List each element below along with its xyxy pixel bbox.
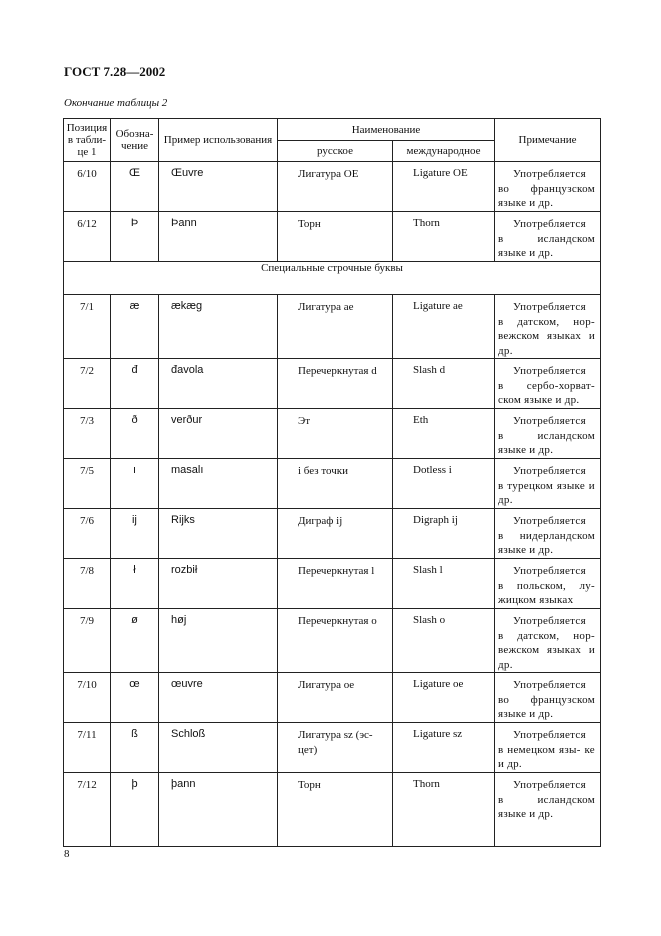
cell-russian-name: Лигатура sz (эс- цет) bbox=[278, 723, 393, 773]
cell-note bbox=[495, 509, 601, 559]
table-row bbox=[64, 459, 601, 509]
cell-international-name: Ligature sz bbox=[393, 723, 495, 773]
header-name: Наименование bbox=[278, 119, 495, 141]
cell-example: ækæg bbox=[159, 295, 278, 359]
note-line-rest: в исландском языке и др. bbox=[498, 232, 595, 259]
header-position: Позиция в табли- це 1 bbox=[64, 119, 111, 162]
note-line-first: Употребляется bbox=[513, 168, 586, 180]
header-note: Примечание bbox=[495, 119, 601, 162]
cell-example: masalı bbox=[159, 459, 278, 509]
cell-russian-name: Перечеркнутая o bbox=[278, 609, 393, 673]
cell-position: 7/5 bbox=[64, 459, 111, 509]
note-line-rest: в польском, лу- жицком языках bbox=[498, 579, 595, 606]
note-line-first: Употребляется bbox=[513, 779, 586, 791]
table-row bbox=[64, 609, 601, 673]
table-row bbox=[64, 773, 601, 847]
cell-note bbox=[495, 162, 601, 212]
cell-international-name: Slash d bbox=[393, 359, 495, 409]
table-row bbox=[64, 723, 601, 773]
note-line-rest: в сербо-хорват- ском языке и др. bbox=[498, 379, 595, 406]
cell-note bbox=[495, 723, 601, 773]
cell-symbol: ß bbox=[111, 723, 159, 773]
cell-russian-name: Лигатура oe bbox=[278, 673, 393, 723]
note-line-rest: во французском языке и др. bbox=[498, 693, 595, 720]
note-line-first: Употребляется bbox=[513, 565, 586, 577]
note-line-first: Употребляется bbox=[513, 365, 586, 377]
cell-example: høj bbox=[159, 609, 278, 673]
page-number: 8 bbox=[64, 848, 70, 860]
cell-position: 7/9 bbox=[64, 609, 111, 673]
cell-symbol: ı bbox=[111, 459, 159, 509]
table-caption: Окончание таблицы 2 bbox=[64, 97, 168, 109]
note-line-first: Употребляется bbox=[513, 679, 586, 691]
note-line-rest: в датском, нор- вежском языках и др. bbox=[498, 315, 595, 357]
cell-position: 7/6 bbox=[64, 509, 111, 559]
cell-symbol: æ bbox=[111, 295, 159, 359]
table-body-bottom bbox=[64, 295, 601, 847]
cell-position: 7/12 bbox=[64, 773, 111, 847]
note-line-rest: в турецком языке и др. bbox=[498, 479, 595, 506]
cell-example: verður bbox=[159, 409, 278, 459]
cell-international-name: Ligature oe bbox=[393, 673, 495, 723]
cell-symbol: ð bbox=[111, 409, 159, 459]
cell-position: 7/1 bbox=[64, 295, 111, 359]
cell-international-name: Eth bbox=[393, 409, 495, 459]
cell-russian-name: Перечеркнутая l bbox=[278, 559, 393, 609]
header-example: Пример использования bbox=[159, 119, 278, 162]
cell-note bbox=[495, 359, 601, 409]
note-line-first: Употребляется bbox=[513, 301, 586, 313]
cell-international-name: Slash l bbox=[393, 559, 495, 609]
cell-international-name: Thorn bbox=[393, 212, 495, 262]
cell-note bbox=[495, 295, 601, 359]
table-row bbox=[64, 212, 601, 262]
cell-note bbox=[495, 673, 601, 723]
cell-russian-name: і без точки bbox=[278, 459, 393, 509]
cell-note bbox=[495, 773, 601, 847]
table-row bbox=[64, 409, 601, 459]
cell-symbol: Þ bbox=[111, 212, 159, 262]
table-row bbox=[64, 559, 601, 609]
table-row bbox=[64, 162, 601, 212]
cell-example: Œuvre bbox=[159, 162, 278, 212]
cell-symbol: đ bbox=[111, 359, 159, 409]
table-row bbox=[64, 509, 601, 559]
cell-example: œuvre bbox=[159, 673, 278, 723]
cell-note bbox=[495, 559, 601, 609]
table-body-top bbox=[64, 162, 601, 262]
note-line-first: Употребляется bbox=[513, 218, 586, 230]
note-line-first: Употребляется bbox=[513, 415, 586, 427]
cell-position: 7/3 bbox=[64, 409, 111, 459]
cell-position: 7/8 bbox=[64, 559, 111, 609]
cell-international-name: Digraph ij bbox=[393, 509, 495, 559]
cell-position: 7/10 bbox=[64, 673, 111, 723]
cell-position: 7/11 bbox=[64, 723, 111, 773]
header-symbol: Обозна- чение bbox=[111, 119, 159, 162]
cell-example: đavola bbox=[159, 359, 278, 409]
note-line-rest: в исландском языке и др. bbox=[498, 793, 595, 820]
cell-international-name: Thorn bbox=[393, 773, 495, 847]
cell-example: rozbił bbox=[159, 559, 278, 609]
note-line-rest: в датском, нор- вежском языках и др. bbox=[498, 629, 595, 671]
header-russian: русское bbox=[278, 141, 393, 162]
cell-symbol: ł bbox=[111, 559, 159, 609]
cell-position: 6/10 bbox=[64, 162, 111, 212]
cell-example: þann bbox=[159, 773, 278, 847]
cell-russian-name: Торн bbox=[278, 212, 393, 262]
note-line-first: Употребляется bbox=[513, 465, 586, 477]
document-title: ГОСТ 7.28—2002 bbox=[64, 64, 166, 79]
cell-international-name: Dotless i bbox=[393, 459, 495, 509]
cell-symbol: þ bbox=[111, 773, 159, 847]
cell-russian-name: Эт bbox=[278, 409, 393, 459]
cell-symbol: ø bbox=[111, 609, 159, 673]
note-line-rest: во французском языке и др. bbox=[498, 182, 595, 209]
cell-note bbox=[495, 609, 601, 673]
cell-example: Þann bbox=[159, 212, 278, 262]
cell-international-name: Ligature ae bbox=[393, 295, 495, 359]
cell-note bbox=[495, 409, 601, 459]
cell-position: 6/12 bbox=[64, 212, 111, 262]
cell-symbol: ĳ bbox=[111, 509, 159, 559]
header-international: международное bbox=[393, 141, 495, 162]
note-line-first: Употребляется bbox=[513, 515, 586, 527]
symbols-table bbox=[63, 118, 601, 847]
cell-symbol: Œ bbox=[111, 162, 159, 212]
cell-example: Schloß bbox=[159, 723, 278, 773]
note-line-rest: в нидерландском языке и др. bbox=[498, 529, 595, 556]
cell-russian-name: Лигатура ae bbox=[278, 295, 393, 359]
note-line-rest: в немецком язы- ке и др. bbox=[498, 743, 595, 770]
table-row bbox=[64, 295, 601, 359]
note-line-first: Употребляется bbox=[513, 615, 586, 627]
cell-russian-name: Лигатура OE bbox=[278, 162, 393, 212]
cell-russian-name: Перечеркнутая d bbox=[278, 359, 393, 409]
table-row bbox=[64, 673, 601, 723]
cell-international-name: Slash o bbox=[393, 609, 495, 673]
cell-russian-name: Диграф ij bbox=[278, 509, 393, 559]
note-line-first: Употребляется bbox=[513, 729, 586, 741]
cell-note bbox=[495, 212, 601, 262]
cell-symbol: œ bbox=[111, 673, 159, 723]
cell-international-name: Ligature OE bbox=[393, 162, 495, 212]
section-title: Специальные строчные буквы bbox=[64, 262, 601, 295]
table-row bbox=[64, 359, 601, 409]
note-line-rest: в исландском языке и др. bbox=[498, 429, 595, 456]
cell-position: 7/2 bbox=[64, 359, 111, 409]
cell-example: Rĳks bbox=[159, 509, 278, 559]
cell-note bbox=[495, 459, 601, 509]
cell-russian-name: Торн bbox=[278, 773, 393, 847]
